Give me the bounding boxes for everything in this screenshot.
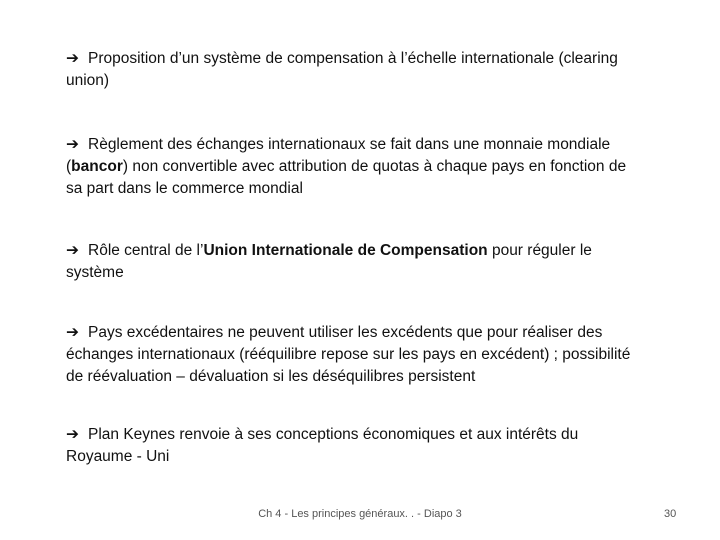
bullet-text-continued: pour réguler le système xyxy=(66,242,592,281)
arrow-right-icon: ➔ xyxy=(66,136,79,153)
arrow-right-icon: ➔ xyxy=(66,50,79,67)
footer-text: Ch 4 - Les principes généraux. . - Diapo 3 xyxy=(258,508,462,520)
union-term: Union Internationale de Compensation xyxy=(203,242,488,259)
bullet-union-internationale xyxy=(66,240,646,284)
bancor-term: bancor xyxy=(71,158,123,175)
bullet-text: Plan Keynes renvoie à ses conceptions économiques et aux intérêts du Royaume - Uni xyxy=(66,426,579,465)
bullet-text: Règlement des échanges internationaux se fait dans une monnaie mondiale ( xyxy=(66,136,611,175)
bullet-text: Proposition d’un système de compensation à l’échelle internationale (clearing union) xyxy=(66,50,618,89)
bullet-pays-excedentaires xyxy=(66,322,646,388)
arrow-right-icon: ➔ xyxy=(66,324,79,341)
bullet-text: Pays excédentaires ne peuvent utiliser les excédents que pour réaliser des échanges internationaux (rééquilibre repose sur les pays en excédent) ; possibilité de réévaluation – dévaluation si les déséquilibres persistent xyxy=(66,324,631,385)
bullet-text: Rôle central de l’ xyxy=(88,242,204,259)
bullet-clearing-union xyxy=(66,48,646,92)
bullet-bancor xyxy=(66,134,646,200)
arrow-right-icon: ➔ xyxy=(66,426,79,443)
page-number: 30 xyxy=(664,508,677,520)
bullet-plan-keynes xyxy=(66,424,646,468)
arrow-right-icon: ➔ xyxy=(66,242,79,259)
bullet-text-continued: ) non convertible avec attribution de quotas à chaque pays en fonction de sa part dans le commerce mondial xyxy=(66,158,627,197)
